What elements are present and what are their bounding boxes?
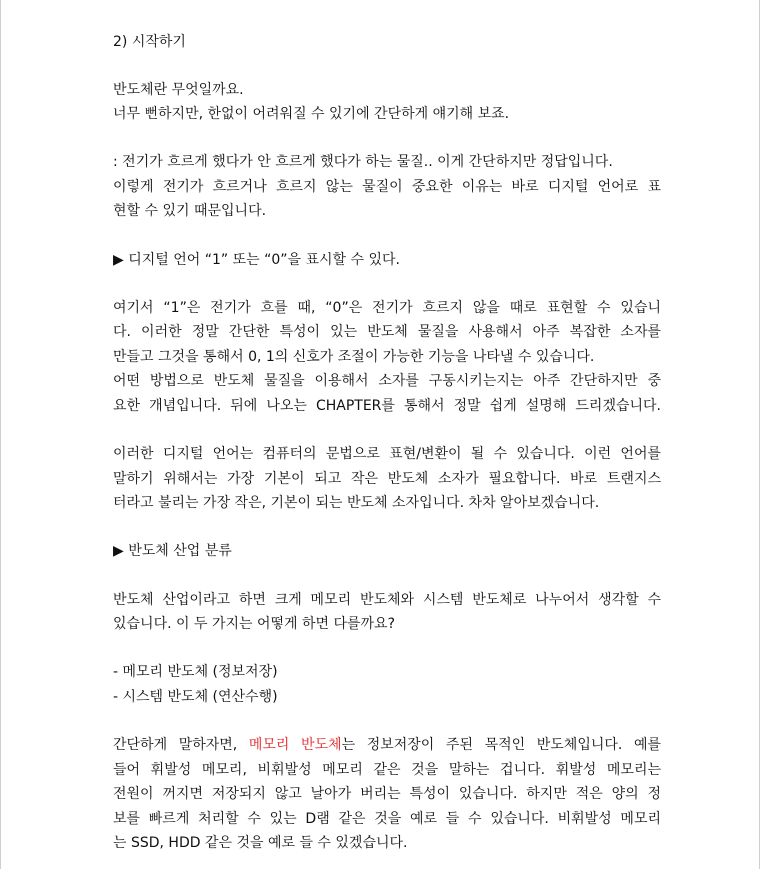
list-item: - 메모리 반도체 (정보저장): [113, 664, 278, 680]
paragraph-line: [113, 735, 661, 755]
paragraph-line: 있습니다. 이 두 가지는 어떻게 하면 다를까요?: [113, 616, 396, 632]
paragraph-line: 들어 휘발성 메모리, 비휘발성 메모리 같은 것을 말하는 겁니다. 휘발성 메모리는: [113, 762, 661, 778]
text-segment: 는 정보저장이 주된 목적인 반도체입니다. 예를: [341, 737, 661, 753]
paragraph-line: 보를 빠르게 처리할 수 있는 D램 같은 것을 예로 들 수 있습니다. 비휘발성 메모리: [113, 811, 661, 827]
paragraph-line: 반도체 산업이라고 하면 크게 메모리 반도체와 시스템 반도체로 나누어서 생각할 수: [113, 592, 661, 608]
section-heading: 2) 시작하기: [113, 34, 186, 50]
answer-line: : 전기가 흐르게 했다가 안 흐르게 했다가 하는 물질.. 이게 간단하지만 정답입니다.: [113, 154, 613, 170]
paragraph-line: 터라고 불리는 가장 작은, 기본이 되는 반도체 소자입니다. 차차 알아보겠습니다.: [113, 495, 600, 511]
paragraph-line: 는 SSD, HDD 같은 것을 예로 들 수 있겠습니다.: [113, 835, 408, 851]
intro-line: 반도체란 무엇일까요.: [113, 82, 244, 98]
paragraph-line: 다. 이러한 정말 간단한 특성이 있는 반도체 물질을 사용해서 아주 복잡한 소자를: [113, 324, 661, 340]
list-item: - 시스템 반도체 (연산수행): [113, 689, 278, 705]
paragraph-line: 말하기 위해서는 가장 기본이 되고 작은 반도체 소자가 필요합니다. 바로 트랜지스: [113, 471, 661, 487]
paragraph-line: 전원이 꺼지면 저장되지 않고 날아가 버리는 특성이 있습니다. 하지만 적은 양의 정: [113, 786, 661, 802]
intro-line: 너무 뻔하지만, 한없이 어려워질 수 있기에 간단하게 얘기해 보죠.: [113, 106, 510, 122]
paragraph-line: 요한 개념입니다. 뒤에 나오는 CHAPTER를 통해서 정말 쉽게 설명해 드리겠습니다.: [113, 398, 661, 414]
paragraph-line: 이러한 디지털 언어는 컴퓨터의 문법으로 표현/변환이 될 수 있습니다. 이런 언어를: [113, 446, 661, 462]
paragraph-line: 어떤 방법으로 반도체 물질을 이용해서 소자를 구동시키는지는 아주 간단하지만 중: [113, 373, 661, 389]
bullet-heading-industry: ▶ 반도체 산업 분류: [113, 543, 232, 559]
answer-line: 이렇게 전기가 흐르거나 흐르지 않는 물질이 중요한 이유는 바로 디지털 언어로 표: [113, 179, 661, 195]
paragraph-line: 여기서 “1”은 전기가 흐를 때, “0”은 전기가 흐르지 않을 때로 표현할 수 있습니: [113, 300, 661, 316]
answer-line: 현할 수 있기 때문입니다.: [113, 203, 267, 219]
highlighted-term: 메모리 반도체: [248, 737, 342, 753]
text-segment: 간단하게 말하자면,: [113, 737, 249, 753]
bullet-heading-digital: ▶ 디지털 언어 “1” 또는 “0”을 표시할 수 있다.: [113, 252, 400, 268]
paragraph-line: 만들고 그것을 통해서 0, 1의 신호가 조절이 가능한 기능을 나타낼 수 있습니다.: [113, 349, 595, 365]
